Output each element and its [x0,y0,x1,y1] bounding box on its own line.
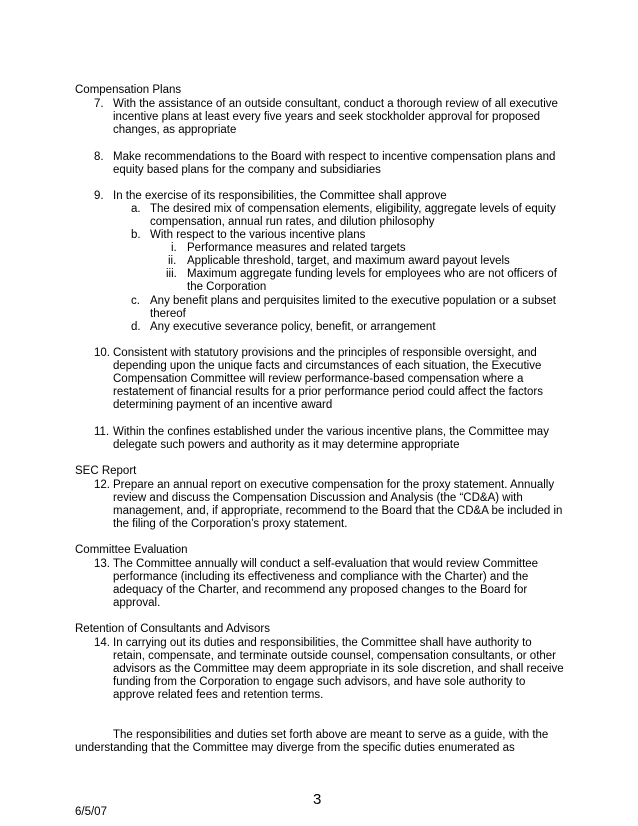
footer-date: 6/5/07 [75,806,107,818]
item-14-line-2: retain, compensate, and terminate outside counsel, compensation consultants, or other [113,650,557,662]
item-11-line-1: Within the confines established under the various incentive plans, the Committee may [113,426,549,438]
item-12-line-2: review and discuss the Compensation Discussion and Analysis (the “CD&A) with [113,492,523,504]
item-9b-iii-line-1: Maximum aggregate funding levels for employees who are not officers of [187,268,557,280]
item-10-line-5: determining payment of an incentive award [113,399,333,411]
item-9a-line-1: The desired mix of compensation elements, eligibility, aggregate levels of equity [150,203,556,215]
item-9b-iii-line-2: the Corporation [187,281,267,293]
item-14-number: 14. [94,637,110,649]
item-7-line-3: changes, as appropriate [113,124,237,136]
item-9d-letter: d. [131,321,141,333]
closing-paragraph-line-1: The responsibilities and duties set forth above are meant to serve as a guide, with the [113,729,549,741]
item-10-line-3: Compensation Committee will review performance-based compensation where a [113,373,524,385]
item-13-line-3: adequacy of the Charter, and recommend any proposed changes to the Board for [113,584,528,596]
section-heading-sec-report: SEC Report [75,465,137,477]
item-9d-line-1: Any executive severance policy, benefit, or arrangement [150,321,436,333]
item-10-line-1: Consistent with statutory provisions and the principles of responsible oversight, and [113,347,537,359]
item-9c-line-1: Any benefit plans and perquisites limited to the executive population or a subset [150,295,556,307]
item-8-line-2: equity based plans for the company and subsidiaries [113,164,381,176]
item-8-line-1: Make recommendations to the Board with respect to incentive compensation plans and [113,151,556,163]
item-9b-i-numeral: i. [171,242,177,254]
item-14-line-1: In carrying out its duties and responsibilities, the Committee shall have authority to [113,637,532,649]
item-11-number: 11. [94,426,110,438]
item-12-line-4: the filing of the Corporation’s proxy statement. [113,518,348,530]
item-10-number: 10. [94,347,110,359]
item-11-line-2: delegate such powers and authority as it may determine appropriate [113,439,460,451]
item-13-number: 13. [94,558,110,570]
item-9b-i-line-1: Performance measures and related targets [187,242,406,254]
item-9c-letter: c. [131,295,140,307]
item-9b-iii-numeral: iii. [166,268,177,280]
item-12-number: 12. [94,479,110,491]
item-8-number: 8. [94,151,104,163]
page-number: 3 [313,791,322,808]
item-7-number: 7. [94,98,104,110]
item-9-line-1: In the exercise of its responsibilities, the Committee shall approve [113,190,447,202]
item-9a-letter: a. [131,203,141,215]
item-13-line-4: approval. [113,597,161,609]
item-10-line-4: restatement of financial results for a prior performance period could affect the factors [113,386,543,398]
item-7-line-2: incentive plans at least every five years and seek stockholder approval for proposed [113,111,541,123]
item-9a-line-2: compensation, annual run rates, and dilution philosophy [150,216,435,228]
item-9b-line-1: With respect to the various incentive plans [150,229,366,241]
item-12-line-3: management, and, if appropriate, recommend to the Board that the CD&A be included in [113,505,563,517]
item-13-line-1: The Committee annually will conduct a self-evaluation that would review Committee [113,558,539,570]
item-9-number: 9. [94,190,104,202]
item-13-line-2: performance (including its effectiveness and compliance with the Charter) and the [113,571,529,583]
item-9b-letter: b. [131,229,141,241]
section-heading-committee-evaluation: Committee Evaluation [75,544,188,556]
item-14-line-3: advisors as the Committee may deem appropriate in its sole discretion, and shall receive [113,663,564,675]
item-14-line-5: approve related fees and retention terms. [113,689,324,701]
closing-paragraph-line-2: understanding that the Committee may diverge from the specific duties enumerated as [75,742,515,754]
item-7-line-1: With the assistance of an outside consultant, conduct a thorough review of all executive [113,98,558,110]
item-9c-line-2: thereof [150,308,186,320]
section-heading-compensation-plans: Compensation Plans [75,84,182,96]
item-14-line-4: funding from the Corporation to engage such advisors, and have sole authority to [113,676,526,688]
item-9b-ii-numeral: ii. [168,255,177,267]
item-12-line-1: Prepare an annual report on executive compensation for the proxy statement. Annually [113,479,555,491]
section-heading-retention: Retention of Consultants and Advisors [75,623,270,635]
item-10-line-2: depending upon the unique facts and circumstances of each situation, the Executive [113,360,542,372]
item-9b-ii-line-1: Applicable threshold, target, and maximum award payout levels [187,255,510,267]
